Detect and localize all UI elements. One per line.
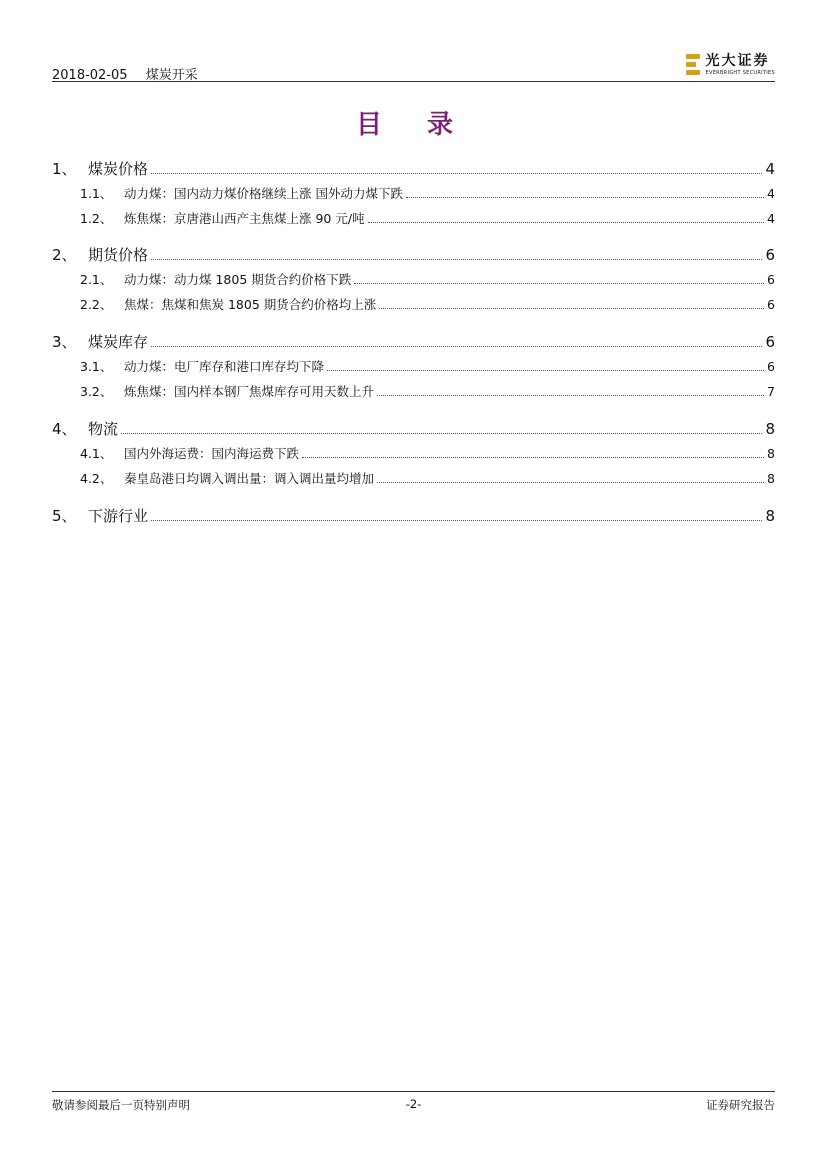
- toc-entry-title: 焦煤：焦煤和焦炭 1805 期货合约价格均上涨: [124, 297, 377, 312]
- toc-entry-page: 6: [767, 297, 775, 312]
- toc-entry-number: 1.2、: [80, 211, 113, 226]
- toc-entry-number: 5、: [52, 507, 77, 525]
- page-header: [52, 52, 775, 82]
- toc-entry-number: 1.1、: [80, 186, 113, 201]
- toc-section-entry[interactable]: [52, 331, 775, 352]
- logo-english: EVERBRIGHT SECURITIES: [705, 70, 775, 76]
- toc-leader-dots: [377, 395, 764, 396]
- report-sector: 煤炭开采: [145, 68, 198, 83]
- toc-leader-dots: [406, 197, 764, 198]
- toc-subsection-entry[interactable]: [52, 469, 775, 487]
- toc-entry-page: 6: [767, 359, 775, 374]
- toc-entry-number: 4.1、: [80, 446, 113, 461]
- toc-entry-page: 6: [765, 246, 775, 264]
- toc-entry-title: 炼焦煤：国内样本钢厂焦煤库存可用天数上升: [124, 384, 375, 399]
- footer-doc-type: 证券研究报告: [706, 1098, 775, 1112]
- toc-leader-dots: [327, 370, 764, 371]
- toc-leader-dots: [151, 259, 762, 260]
- toc-entry-number: 4.2、: [80, 471, 113, 486]
- logo-mark-icon: [686, 54, 700, 76]
- toc-entry-page: 6: [765, 333, 775, 351]
- toc-subsection-entry[interactable]: [52, 270, 775, 288]
- toc-title: 目 录: [355, 110, 472, 140]
- logo-text: [706, 54, 775, 76]
- toc-entry-title: 期货价格: [88, 246, 149, 264]
- toc-section-entry[interactable]: [52, 158, 775, 179]
- toc-leader-dots: [151, 346, 762, 347]
- toc-entry-number: 3.2、: [80, 384, 113, 399]
- toc-leader-dots: [151, 173, 762, 174]
- toc-entry-title: 动力煤：动力煤 1805 期货合约价格下跌: [124, 272, 352, 287]
- toc-entry-page: 7: [767, 384, 775, 399]
- toc-section-entry[interactable]: [52, 505, 775, 526]
- toc-leader-dots: [379, 308, 764, 309]
- toc-subsection-entry[interactable]: [52, 184, 775, 202]
- toc-leader-dots: [151, 520, 762, 521]
- toc-section-entry[interactable]: [52, 418, 775, 439]
- toc-entry-number: 4、: [52, 420, 77, 438]
- company-logo: [686, 52, 775, 78]
- toc-entry-title: 物流: [88, 420, 119, 438]
- toc-entry-number: 1、: [52, 160, 77, 178]
- toc-entry-number: 2、: [52, 246, 77, 264]
- toc-entry-page: 6: [767, 272, 775, 287]
- toc-entry-title: 煤炭价格: [88, 160, 149, 178]
- toc-entry-number: 3、: [52, 333, 77, 351]
- toc-entry-page: 8: [767, 471, 775, 486]
- footer-divider: [52, 1091, 775, 1092]
- toc-entry-page: 8: [765, 420, 775, 438]
- logo-chinese: 光大证券: [705, 53, 770, 69]
- toc-leader-dots: [121, 433, 762, 434]
- page-footer: [52, 1097, 775, 1115]
- toc-leader-dots: [377, 482, 764, 483]
- toc-entry-page: 4: [767, 186, 775, 201]
- toc-section-entry[interactable]: [52, 244, 775, 265]
- toc-leader-dots: [368, 222, 764, 223]
- toc-entry-title: 下游行业: [88, 507, 149, 525]
- toc-entry-title: 炼焦煤：京唐港山西产主焦煤上涨 90 元/吨: [124, 211, 365, 226]
- report-date: 2018-02-05: [52, 68, 128, 83]
- toc-subsection-entry[interactable]: [52, 357, 775, 375]
- toc-entry-number: 2.2、: [80, 297, 113, 312]
- toc-entry-number: 3.1、: [80, 359, 113, 374]
- toc-entry-number: 2.1、: [80, 272, 113, 287]
- toc-subsection-entry[interactable]: [52, 382, 775, 400]
- toc-entry-title: 国内外海运费：国内海运费下跌: [124, 446, 300, 461]
- toc-entry-title: 动力煤：国内动力煤价格继续上涨 国外动力煤下跌: [124, 186, 403, 201]
- toc-subsection-entry[interactable]: [52, 295, 775, 313]
- toc-entry-title: 煤炭库存: [88, 333, 149, 351]
- toc-subsection-entry[interactable]: [52, 444, 775, 462]
- toc-entry-page: 4: [767, 211, 775, 226]
- toc-entry-title: 秦皇岛港日均调入调出量：调入调出量均增加: [124, 471, 375, 486]
- toc-entry-page: 8: [765, 507, 775, 525]
- toc-subsection-entry[interactable]: [52, 209, 775, 227]
- toc-entry-page: 8: [767, 446, 775, 461]
- toc-leader-dots: [302, 457, 764, 458]
- header-divider: [52, 81, 775, 82]
- toc-entry-page: 4: [765, 160, 775, 178]
- toc-entry-title: 动力煤：电厂库存和港口库存均下降: [124, 359, 325, 374]
- footer-disclaimer: 敬请参阅最后一页特别声明: [52, 1098, 190, 1112]
- footer-page-number: -2-: [405, 1097, 422, 1111]
- toc-leader-dots: [354, 283, 764, 284]
